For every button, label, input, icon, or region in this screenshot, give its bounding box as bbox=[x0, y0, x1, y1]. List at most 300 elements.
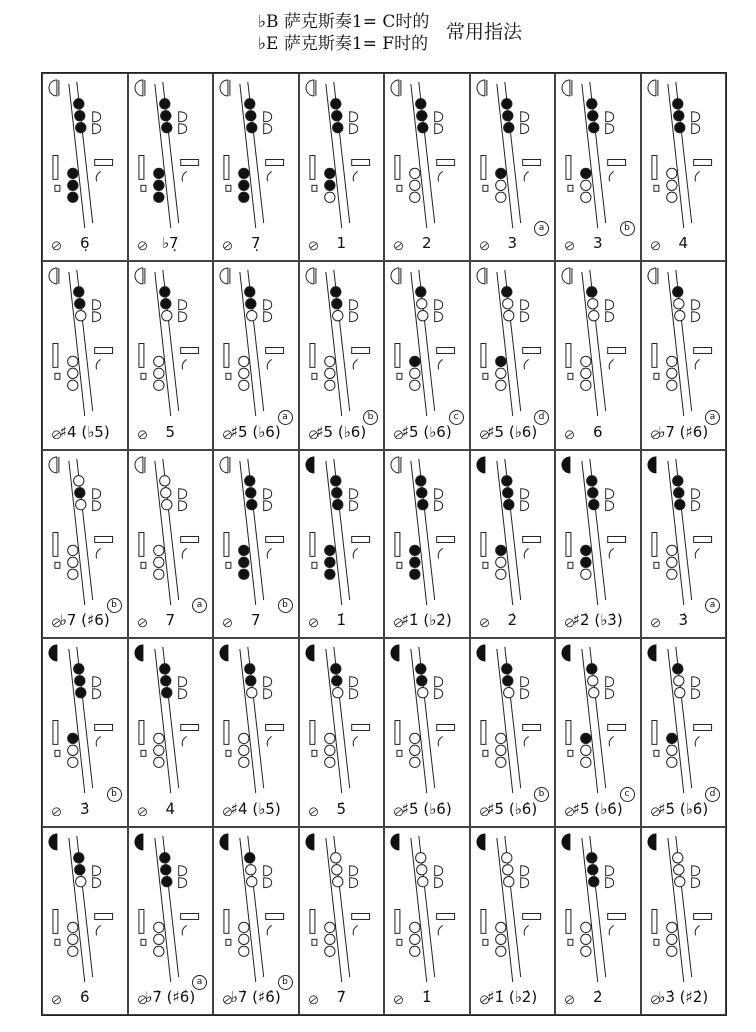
pinky-key bbox=[653, 185, 658, 191]
palm-key bbox=[691, 112, 699, 122]
octave-key-open bbox=[562, 80, 570, 96]
side-key bbox=[693, 159, 711, 165]
sax-key-diagram bbox=[300, 828, 384, 992]
pinky-table bbox=[224, 344, 229, 368]
sax-key-diagram bbox=[129, 639, 213, 803]
palm-key bbox=[178, 677, 186, 687]
finger-hole-closed bbox=[153, 168, 163, 178]
finger-hole-closed bbox=[247, 499, 257, 509]
finger-hole-closed bbox=[674, 499, 684, 509]
note-label: 5̇ bbox=[336, 799, 347, 818]
side-key-curve bbox=[609, 737, 613, 747]
finger-hole-open bbox=[666, 380, 676, 390]
finger-hole-closed bbox=[331, 676, 341, 686]
finger-hole-open bbox=[153, 557, 163, 567]
side-key bbox=[266, 159, 284, 165]
side-key bbox=[95, 725, 113, 731]
palm-key bbox=[264, 677, 272, 687]
finger-hole-open bbox=[495, 192, 505, 202]
title-line-1: ♭B 萨克斯奏1= C时的 bbox=[258, 12, 430, 32]
side-key-curve bbox=[695, 548, 699, 558]
finger-hole-closed bbox=[161, 123, 171, 133]
finger-hole-open bbox=[410, 180, 420, 190]
side-key-curve bbox=[267, 360, 271, 370]
palm-key bbox=[435, 677, 443, 687]
sax-key-diagram bbox=[385, 262, 469, 426]
sax-key-diagram bbox=[300, 639, 384, 803]
side-key bbox=[95, 348, 113, 354]
finger-hole-open bbox=[417, 299, 427, 309]
finger-hole-open bbox=[410, 946, 420, 956]
note-label: ♯5 (♭6) bbox=[230, 422, 281, 441]
variant-badge: b bbox=[363, 410, 378, 425]
finger-hole-closed bbox=[501, 287, 511, 297]
pinky-key bbox=[226, 939, 231, 945]
finger-hole-closed bbox=[416, 664, 426, 674]
palm-key bbox=[520, 312, 528, 322]
palm-key bbox=[606, 865, 614, 875]
finger-hole-closed bbox=[587, 475, 597, 485]
palm-key bbox=[264, 877, 272, 887]
palm-key bbox=[349, 877, 357, 887]
side-key bbox=[437, 348, 455, 354]
pinky-key bbox=[55, 562, 60, 568]
fingering-cell bbox=[384, 450, 470, 638]
finger-hole-closed bbox=[588, 487, 598, 497]
variant-badge: a bbox=[534, 221, 549, 236]
side-key bbox=[266, 348, 284, 354]
finger-hole-open bbox=[410, 757, 420, 767]
palm-key bbox=[349, 124, 357, 134]
side-key-curve bbox=[267, 171, 271, 181]
finger-hole-closed bbox=[501, 99, 511, 109]
finger-hole-closed bbox=[159, 664, 169, 674]
palm-key bbox=[349, 112, 357, 122]
side-key bbox=[266, 536, 284, 542]
finger-hole-closed bbox=[502, 111, 512, 121]
palm-key bbox=[93, 489, 101, 499]
pinky-key bbox=[482, 562, 487, 568]
finger-hole-closed bbox=[502, 676, 512, 686]
pinky-table bbox=[651, 532, 656, 556]
octave-key-open bbox=[220, 80, 228, 96]
variant-badge: b bbox=[534, 787, 549, 802]
finger-hole-closed bbox=[672, 475, 682, 485]
finger-hole-closed bbox=[587, 99, 597, 109]
octave-key-open bbox=[134, 457, 142, 473]
fingering-cell bbox=[299, 261, 385, 449]
variant-badge: a bbox=[192, 975, 207, 990]
octave-key-open bbox=[220, 268, 228, 284]
finger-hole-closed bbox=[581, 557, 591, 567]
palm-key bbox=[691, 865, 699, 875]
finger-hole-open bbox=[324, 946, 334, 956]
fingering-cell bbox=[213, 73, 299, 261]
palm-key bbox=[93, 689, 101, 699]
palm-key bbox=[435, 124, 443, 134]
fingering-cell bbox=[128, 73, 214, 261]
side-key-curve bbox=[353, 360, 357, 370]
pinky-key bbox=[311, 374, 316, 380]
finger-hole-open bbox=[160, 487, 170, 497]
pinky-key bbox=[397, 751, 402, 757]
pinky-table bbox=[480, 721, 485, 745]
finger-hole-open bbox=[68, 369, 78, 379]
side-key-curve bbox=[609, 360, 613, 370]
finger-hole-open bbox=[666, 934, 676, 944]
finger-hole-open bbox=[159, 475, 169, 485]
side-key-curve bbox=[609, 925, 613, 935]
octave-key-closed bbox=[647, 645, 655, 661]
fingering-cell bbox=[641, 827, 727, 1015]
finger-hole-open bbox=[324, 357, 334, 367]
fingering-cell bbox=[128, 638, 214, 826]
finger-hole-open bbox=[666, 180, 676, 190]
finger-hole-closed bbox=[245, 99, 255, 109]
finger-hole-closed bbox=[410, 545, 420, 555]
note-label: 5 bbox=[165, 422, 176, 441]
pinky-table bbox=[651, 909, 656, 933]
finger-hole-closed bbox=[76, 688, 86, 698]
side-key-curve bbox=[267, 737, 271, 747]
pinky-table bbox=[53, 909, 58, 933]
fingering-cell bbox=[470, 638, 556, 826]
pinky-table bbox=[309, 532, 314, 556]
finger-hole-open bbox=[416, 852, 426, 862]
sax-key-diagram bbox=[214, 74, 298, 238]
sax-key-diagram bbox=[642, 451, 726, 615]
side-key-curve bbox=[353, 925, 357, 935]
finger-hole-closed bbox=[68, 192, 78, 202]
palm-key bbox=[93, 500, 101, 510]
pinky-table bbox=[224, 156, 229, 180]
pinky-key bbox=[653, 562, 658, 568]
finger-hole-open bbox=[666, 545, 676, 555]
side-key-curve bbox=[438, 925, 442, 935]
fingering-cell bbox=[42, 73, 128, 261]
finger-hole-open bbox=[502, 864, 512, 874]
octave-key-open bbox=[391, 80, 399, 96]
palm-key bbox=[606, 677, 614, 687]
finger-hole-open bbox=[503, 311, 513, 321]
variant-badge: a bbox=[705, 410, 720, 425]
fingering-cell bbox=[299, 827, 385, 1015]
finger-hole-closed bbox=[495, 545, 505, 555]
pinky-table bbox=[395, 344, 400, 368]
finger-hole-open bbox=[666, 757, 676, 767]
side-key-curve bbox=[267, 548, 271, 558]
finger-hole-closed bbox=[672, 287, 682, 297]
finger-hole-open bbox=[495, 934, 505, 944]
finger-hole-open bbox=[74, 475, 84, 485]
finger-hole-open bbox=[246, 864, 256, 874]
finger-hole-closed bbox=[587, 664, 597, 674]
finger-hole-closed bbox=[330, 664, 340, 674]
sax-key-diagram bbox=[43, 74, 127, 238]
finger-hole-closed bbox=[332, 499, 342, 509]
side-key bbox=[693, 348, 711, 354]
note-label: 2 bbox=[421, 234, 432, 253]
note-label: ♯5̇ (♭6̇) bbox=[487, 799, 538, 818]
note-label: ♯5̇ (♭6̇) bbox=[658, 799, 709, 818]
sax-key-diagram bbox=[300, 74, 384, 238]
palm-key bbox=[93, 677, 101, 687]
side-key-curve bbox=[695, 171, 699, 181]
side-key-curve bbox=[695, 737, 699, 747]
pinky-table bbox=[138, 344, 143, 368]
pinky-key bbox=[55, 939, 60, 945]
palm-key bbox=[606, 689, 614, 699]
octave-key-closed bbox=[220, 834, 228, 850]
palm-key bbox=[606, 877, 614, 887]
palm-key bbox=[264, 489, 272, 499]
side-key bbox=[693, 536, 711, 542]
side-key-curve bbox=[182, 737, 186, 747]
finger-hole-closed bbox=[74, 664, 84, 674]
pinky-table bbox=[480, 532, 485, 556]
octave-key-closed bbox=[476, 834, 484, 850]
note-label: ♯5 (♭6) bbox=[487, 422, 538, 441]
title-line-3: 常用指法 bbox=[446, 21, 523, 43]
note-label: ♭7̇ (♯6̇) bbox=[230, 987, 281, 1006]
sax-key-diagram bbox=[129, 451, 213, 615]
pinky-table bbox=[53, 344, 58, 368]
finger-hole-closed bbox=[239, 180, 249, 190]
finger-hole-closed bbox=[503, 123, 513, 133]
finger-hole-closed bbox=[161, 876, 171, 886]
finger-hole-open bbox=[417, 864, 427, 874]
note-label: 2̇ bbox=[592, 987, 603, 1006]
fingering-cell bbox=[128, 450, 214, 638]
finger-hole-closed bbox=[331, 299, 341, 309]
finger-hole-open bbox=[410, 733, 420, 743]
palm-key bbox=[264, 124, 272, 134]
fingering-cell bbox=[641, 73, 727, 261]
finger-hole-closed bbox=[581, 168, 591, 178]
finger-hole-open bbox=[153, 569, 163, 579]
pinky-key bbox=[140, 939, 145, 945]
note-label: 6 bbox=[592, 422, 603, 441]
octave-key-open bbox=[391, 457, 399, 473]
pinky-key bbox=[140, 185, 145, 191]
sax-key-diagram bbox=[471, 262, 555, 426]
finger-hole-open bbox=[418, 688, 428, 698]
pinky-key bbox=[311, 185, 316, 191]
finger-hole-open bbox=[68, 357, 78, 367]
finger-hole-closed bbox=[502, 487, 512, 497]
pinky-table bbox=[53, 156, 58, 180]
pinky-key bbox=[226, 751, 231, 757]
finger-hole-open bbox=[76, 499, 86, 509]
pinky-table bbox=[395, 532, 400, 556]
finger-hole-open bbox=[332, 688, 342, 698]
fingering-cell bbox=[384, 73, 470, 261]
pinky-table bbox=[651, 344, 656, 368]
finger-hole-closed bbox=[161, 688, 171, 698]
finger-hole-closed bbox=[666, 733, 676, 743]
finger-hole-open bbox=[153, 545, 163, 555]
finger-hole-closed bbox=[418, 499, 428, 509]
fingering-cell bbox=[555, 73, 641, 261]
side-key-curve bbox=[524, 737, 528, 747]
finger-hole-open bbox=[161, 499, 171, 509]
side-key bbox=[693, 913, 711, 919]
pinky-table bbox=[566, 909, 571, 933]
palm-key bbox=[264, 865, 272, 875]
finger-hole-open bbox=[410, 934, 420, 944]
finger-hole-open bbox=[331, 864, 341, 874]
finger-hole-open bbox=[581, 922, 591, 932]
palm-key bbox=[93, 300, 101, 310]
finger-hole-open bbox=[68, 922, 78, 932]
finger-hole-closed bbox=[331, 111, 341, 121]
pinky-table bbox=[224, 532, 229, 556]
finger-hole-closed bbox=[68, 168, 78, 178]
fingering-cell bbox=[641, 261, 727, 449]
finger-hole-closed bbox=[416, 99, 426, 109]
pinky-key bbox=[55, 751, 60, 757]
finger-hole-closed bbox=[410, 557, 420, 567]
side-key bbox=[522, 348, 540, 354]
side-key-curve bbox=[524, 360, 528, 370]
pinky-table bbox=[138, 156, 143, 180]
palm-key bbox=[264, 689, 272, 699]
pinky-key bbox=[653, 374, 658, 380]
sax-key-diagram bbox=[43, 639, 127, 803]
pinky-key bbox=[226, 374, 231, 380]
finger-hole-open bbox=[153, 757, 163, 767]
palm-key bbox=[691, 489, 699, 499]
pinky-key bbox=[653, 939, 658, 945]
note-label: ♯2̇ (♭3̇) bbox=[572, 611, 623, 630]
finger-hole-open bbox=[239, 946, 249, 956]
octave-key-closed bbox=[305, 645, 313, 661]
finger-hole-closed bbox=[246, 676, 256, 686]
finger-hole-closed bbox=[246, 299, 256, 309]
finger-hole-open bbox=[674, 311, 684, 321]
finger-hole-open bbox=[68, 934, 78, 944]
palm-key bbox=[691, 300, 699, 310]
side-key-curve bbox=[267, 925, 271, 935]
palm-key bbox=[178, 124, 186, 134]
variant-badge: b bbox=[107, 598, 122, 613]
finger-hole-closed bbox=[410, 569, 420, 579]
finger-hole-open bbox=[588, 676, 598, 686]
palm-key bbox=[178, 112, 186, 122]
sax-key-diagram bbox=[129, 262, 213, 426]
palm-key bbox=[435, 312, 443, 322]
finger-hole-open bbox=[76, 311, 86, 321]
pinky-key bbox=[568, 939, 573, 945]
octave-key-closed bbox=[562, 834, 570, 850]
sax-key-diagram bbox=[556, 451, 640, 615]
pinky-key bbox=[568, 185, 573, 191]
octave-key-open bbox=[220, 457, 228, 473]
pinky-key bbox=[568, 374, 573, 380]
side-key bbox=[608, 159, 626, 165]
finger-hole-open bbox=[153, 922, 163, 932]
finger-hole-open bbox=[495, 946, 505, 956]
note-label: ♯1̇ (♭2̇) bbox=[487, 987, 538, 1006]
sax-key-diagram bbox=[385, 451, 469, 615]
palm-key bbox=[93, 124, 101, 134]
pinky-key bbox=[397, 185, 402, 191]
fingering-cell bbox=[641, 638, 727, 826]
finger-hole-open bbox=[581, 357, 591, 367]
finger-hole-open bbox=[153, 733, 163, 743]
pinky-table bbox=[651, 721, 656, 745]
finger-hole-closed bbox=[74, 287, 84, 297]
palm-key bbox=[520, 300, 528, 310]
fingering-cell bbox=[213, 450, 299, 638]
side-key bbox=[608, 913, 626, 919]
finger-hole-closed bbox=[75, 864, 85, 874]
finger-hole-open bbox=[673, 299, 683, 309]
palm-key bbox=[178, 312, 186, 322]
fingering-cell bbox=[213, 261, 299, 449]
finger-hole-closed bbox=[416, 475, 426, 485]
pinky-key bbox=[482, 374, 487, 380]
finger-hole-open bbox=[581, 192, 591, 202]
side-key-curve bbox=[182, 360, 186, 370]
palm-key bbox=[178, 689, 186, 699]
palm-key bbox=[264, 300, 272, 310]
finger-hole-closed bbox=[160, 111, 170, 121]
side-key bbox=[95, 913, 113, 919]
finger-hole-closed bbox=[324, 180, 334, 190]
octave-key-closed bbox=[49, 645, 57, 661]
octave-key-closed bbox=[476, 645, 484, 661]
sax-key-diagram bbox=[471, 639, 555, 803]
side-key-curve bbox=[182, 548, 186, 558]
octave-key-closed bbox=[562, 457, 570, 473]
fingering-cell bbox=[384, 638, 470, 826]
finger-hole-open bbox=[666, 369, 676, 379]
finger-hole-open bbox=[410, 168, 420, 178]
finger-hole-closed bbox=[246, 111, 256, 121]
side-key bbox=[522, 536, 540, 542]
side-key bbox=[437, 536, 455, 542]
finger-hole-closed bbox=[332, 123, 342, 133]
side-key-curve bbox=[695, 360, 699, 370]
finger-hole-open bbox=[68, 946, 78, 956]
finger-hole-open bbox=[332, 311, 342, 321]
octave-key-open bbox=[476, 80, 484, 96]
palm-key bbox=[435, 865, 443, 875]
finger-hole-open bbox=[330, 852, 340, 862]
palm-key bbox=[606, 312, 614, 322]
palm-key bbox=[606, 124, 614, 134]
finger-hole-closed bbox=[245, 664, 255, 674]
side-key-curve bbox=[438, 737, 442, 747]
finger-hole-open bbox=[76, 876, 86, 886]
palm-key bbox=[520, 677, 528, 687]
title-line-2: ♭E 萨克斯奏1= F时的 bbox=[258, 34, 429, 54]
finger-hole-closed bbox=[417, 111, 427, 121]
side-key bbox=[180, 913, 198, 919]
sax-key-diagram bbox=[43, 262, 127, 426]
side-key bbox=[180, 536, 198, 542]
side-key bbox=[266, 725, 284, 731]
variant-badge: d bbox=[534, 410, 549, 425]
finger-hole-closed bbox=[589, 123, 599, 133]
finger-hole-open bbox=[581, 934, 591, 944]
palm-key bbox=[349, 489, 357, 499]
finger-hole-open bbox=[153, 369, 163, 379]
finger-hole-open bbox=[153, 357, 163, 367]
finger-hole-open bbox=[324, 745, 334, 755]
finger-hole-open bbox=[153, 946, 163, 956]
